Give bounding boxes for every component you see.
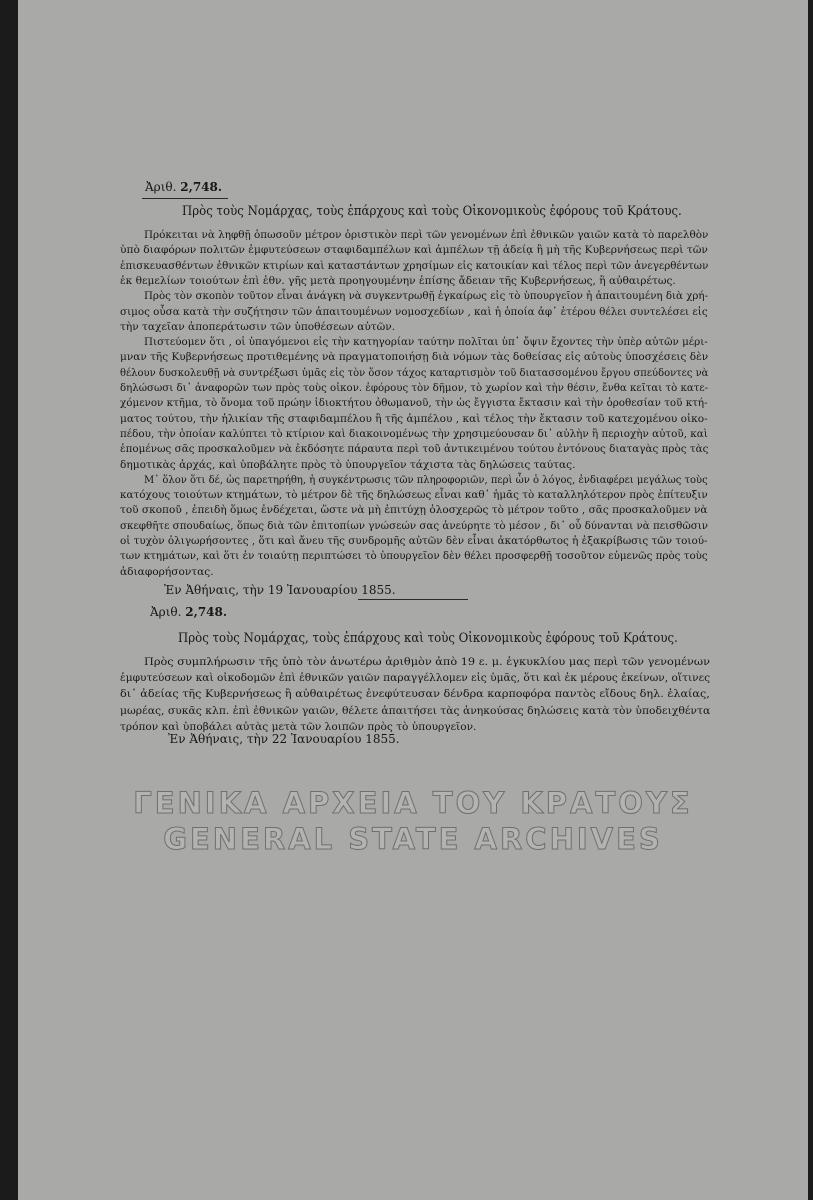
circular1-date: Ἐν Ἀθήναις, τὴν 19 Ἰανουαρίου 1855.	[164, 583, 396, 597]
circular2-title: Πρὸς τοὺς Νομάρχας, τοὺς ἐπάρχους καὶ τοὺς Οἰκονομικοὺς ἐφόρους τοῦ Κράτους.	[178, 630, 678, 645]
body-line: κατόχους τοιούτων κτημάτων, τὸ μέτρον δὲ τῆς δηλώσεως εἶναι καθ᾽ ἡμᾶς τὸ καταλληλότερον πρὸς ἐπίτευξιν	[120, 489, 708, 502]
body-line: ἐμφυτεύσεων καὶ οἰκοδομῶν ἐπὶ ἐθνικῶν γαιῶν παραγγέλλομεν εἰς ὑμᾶς, ὅτι καὶ ἐκ μέρους ἐκείνων, οἵτινες	[120, 672, 711, 685]
document-page	[18, 0, 808, 1200]
body-line: ματος τούτου, τὴν ἡλικίαν τῆς σταφιδαμπέλου ἢ τῆς ἀμπέλου , καὶ τέλος τὴν ἔκτασιν τοῦ κατεχομένου οἰκο-	[120, 412, 708, 425]
body-line: Μ᾽ ὅλον ὅτι δέ, ὡς παρετηρήθη, ἡ συγκέντρωσις τῶν πληροφοριῶν, περὶ ὧν ὁ λόγος, ἐνδιαφέρει μεγάλως τοὺς	[144, 473, 708, 486]
body-line: μωρέας, συκᾶς κλπ. ἐπὶ ἐθνικῶν γαιῶν, θέλετε ἀπαιτήσει τὰς ἀνηκούσας δηλώσεις κατὰ τὸν ὑποδειχθέντα	[120, 704, 711, 717]
body-line: Πρὸς τὸν σκοπὸν τοῦτον εἶναι ἀνάγκη νὰ συγκεντρωθῇ ἐγκαίρως εἰς τὸ ὑπουργεῖον ἡ ἀπαιτουμένη διὰ χρή-	[144, 290, 709, 303]
body-line: θέλουν δυσκολευθῇ νὰ συντρέξωσι ὑμᾶς εἰς τὸν ὅσον τάχος καταρτισμὸν τοῦ διατασσομένου ἔργου σπεύδοντες νὰ	[120, 366, 709, 379]
body-line: δι᾽ ἀδείας τῆς Κυβερνήσεως ἢ αὐθαιρέτως ἐνεφύτευσαν δένδρα καρποφόρα παντὸς εἴδους δηλ. ἐλαίας,	[120, 688, 710, 701]
body-line: χόμενον κτῆμα, τὸ ὄνομα τοῦ πρώην ἰδιοκτήτου ὀθωμανοῦ, τὴν ὡς ἔγγιστα ἔκτασιν καὶ τὴν ὁροθεσίαν τοῦ κτή-	[120, 397, 708, 410]
separator-rule	[358, 599, 468, 600]
circular2-number	[150, 606, 227, 619]
body-line: δημοτικὰς ἀρχάς, καὶ ὑποβάλητε πρὸς τὸ ὑπουργεῖον τάχιστα τὰς δηλώσεις ταύτας.	[120, 458, 576, 471]
body-line: σκεφθῆτε σπουδαίως, ὅπως διὰ τῶν ἐπιτοπίων γνώσεών σας ἀνεύρητε τὸ μέσον , δι᾽ οὗ δύνανται νὰ πεισθῶσιν	[120, 519, 709, 532]
body-line: πέδου, τὴν ὁποίαν καλύπτει τὸ κτίριον καὶ διακοινομένως τὴν χρησιμεύουσαν δι᾽ αὐλὴν ἢ περιοχὴν αὐτοῦ, καὶ	[120, 427, 708, 440]
circular2-number-prefix: Ἀριθ.	[150, 605, 182, 619]
body-line: Πιστεύομεν ὅτι , οἱ ὑπαγόμενοι εἰς τὴν κατηγορίαν ταύτην πολῖται ὑπ᾽ ὄψιν ἔχοντες τὴν ὑπὲρ αὐτῶν μέρι-	[144, 336, 708, 349]
circular1-number-value: 2,748.	[180, 180, 223, 194]
body-line: των κτημάτων, καὶ ὅτι ἐν τοιαύτῃ περιπτώσει τὸ ὑπουργεῖον δὲν θέλει προσφερθῇ τοσοῦτον εὐμενῶς πρὸς τοὺς	[120, 550, 708, 563]
watermark-english: GENERAL STATE ARCHIVES	[163, 822, 663, 856]
circular1-number	[145, 181, 222, 194]
body-line: ἐκ θεμελίων τοιούτων ἐπὶ ἐθν. γῆς μετὰ προηγουμένην ἐπίσης ἄδειαν τῆς Κυβερνήσεως, ἢ αὐθαιρέτως.	[120, 274, 676, 287]
body-line: μναν τῆς Κυβερνήσεως προτιθεμένης νὰ πραγματοποιήσῃ διὰ νόμων τὰς δοθείσας εἰς αὐτοὺς ὑποσχέσεις δὲν	[120, 351, 709, 364]
body-line: δηλώσωσι δι᾽ ἀναφορῶν των πρὸς τοὺς οἰκον. ἐφόρους τὸν δῆμον, τὸ χωρίον καὶ τὴν θέσιν, ἔνθα κεῖται τὸ κατε-	[120, 382, 709, 394]
body-line: ἐπομένως σᾶς προσκαλοῦμεν νὰ ἐκδόσητε πάραυτα περὶ τοῦ ἀντικειμένου τούτου ἐντόνους διαταγὰς πρὸς τὰς	[120, 443, 709, 456]
body-line: σιμος οὖσα κατὰ τὴν συζήτησιν τῶν ἀπαιτουμένων νομοσχεδίων , καὶ ἡ ὁποία ἀφ᾽ ἑτέρου θέλει συντελέσει εἰς	[120, 305, 708, 318]
circular1-title: Πρὸς τοὺς Νομάρχας, τοὺς ἐπάρχους καὶ τοὺς Οἰκονομικοὺς ἐφόρους τοῦ Κράτους.	[182, 203, 682, 218]
circular2-number-value: 2,748.	[185, 605, 228, 619]
circular1-number-prefix: Ἀριθ.	[145, 180, 177, 194]
body-line: ὑπὸ διαφόρων πολιτῶν ἐμφυτεύσεων σταφιδαμπέλων καὶ ἀμπέλων τῇ ἀδείᾳ ἢ μὴ τῆς Κυβερνήσεως περὶ τῶν	[120, 244, 708, 257]
body-line: οἱ τυχὸν ὀλιγωρήσοντες , ὅτι καὶ ἄνευ τῆς συνδρομῆς αὐτῶν δὲν εἶναι ἀκατόρθωτος ἡ ἐξακρίβωσις τῶν τοιού-	[120, 535, 708, 547]
circular2-date: Ἐν Ἀθήναις, τὴν 22 Ἰανουαρίου 1855.	[168, 732, 400, 746]
body-line: τρόπον καὶ ὑποβάλει αὐτὰς μετὰ τῶν λοιπῶν πρὸς τὸ ὑπουργεῖον.	[120, 720, 477, 733]
body-line: ἐπισκευασθέντων ἐθνικῶν κτιρίων καὶ καταστάντων χρησίμων εἰς κατοικίαν καὶ τέλος περὶ τῶν ἀνεγερθέντων	[120, 259, 709, 272]
body-line: τὴν ταχεῖαν ἀποπεράτωσιν τῶν ὑποθέσεων αὐτῶν.	[120, 320, 396, 333]
body-line: Πρόκειται νὰ ληφθῇ ὁπωσοῦν μέτρον ὁριστικὸν περὶ τῶν γενομένων ἐπὶ ἐθνικῶν γαιῶν κατὰ τὸ παρελθὸν	[144, 229, 709, 241]
body-line: τοῦ σκοποῦ , ἐπειδὴ ὅμως ἐνδέχεται, ὥστε νὰ μὴ ἐπιτύχῃ ὁλοσχερῶς τὸ μέτρον τοῦτο , σᾶς προσκαλοῦμεν νὰ	[120, 504, 708, 517]
header-rule-1	[142, 198, 228, 199]
body-line: Πρὸς συμπλήρωσιν τῆς ὑπὸ τὸν ἀνωτέρω ἀριθμὸν ἀπὸ 19 ε. μ. ἐγκυκλίου μας περὶ τῶν γενομένων	[144, 656, 710, 668]
watermark-greek: ΓΕΝΙΚΑ ΑΡΧΕΙΑ ΤΟΥ ΚΡΑΤΟΥΣ	[133, 786, 693, 820]
body-line: ἀδιαφορήσοντας.	[120, 565, 214, 578]
